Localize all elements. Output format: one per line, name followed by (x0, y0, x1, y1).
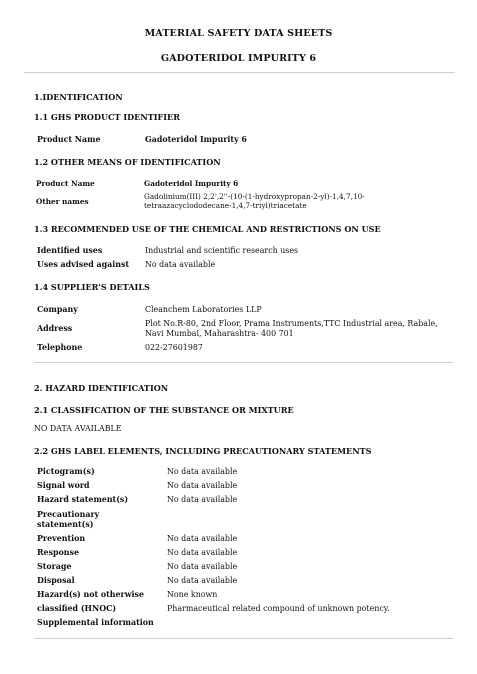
header-divider (24, 72, 455, 73)
company-label: Company (37, 305, 78, 314)
other-names-label: Other names (36, 197, 89, 206)
company-value: Cleanchem Laboratories LLP (145, 305, 262, 314)
precautionary-statements-label: Precautionary statement(s) (37, 510, 100, 529)
document-title: MATERIAL SAFETY DATA SHEETS (144, 28, 333, 39)
document-subtitle: GADOTERIDOL IMPURITY 6 (160, 53, 317, 64)
section-1-divider (34, 362, 453, 363)
telephone-label: Telephone (37, 343, 83, 352)
signal-word-label: Signal word (37, 481, 90, 490)
section-2-2-heading: 2.2 GHS LABEL ELEMENTS, INCLUDING PRECAUTIONARY STATEMENTS (34, 446, 372, 456)
hnoc-label-line1: Hazard(s) not otherwise (37, 590, 144, 599)
classification-text: NO DATA AVAILABLE (34, 424, 122, 433)
hnoc-value-line1: None known (167, 590, 218, 599)
response-value: No data available (167, 548, 238, 557)
hnoc-label-line2: classified (HNOC) (37, 604, 117, 613)
telephone-value: 022-27601987 (145, 343, 203, 352)
prevention-value: No data available (167, 534, 238, 543)
section-1-2-heading: 1.2 OTHER MEANS OF IDENTIFICATION (34, 157, 221, 167)
uses-advised-against-value: No data available (145, 260, 216, 269)
hazard-statements-value: No data available (167, 495, 238, 504)
supplemental-info-label: Supplemental information (37, 618, 154, 627)
disposal-label: Disposal (37, 576, 75, 585)
section-1-heading: 1.IDENTIFICATION (34, 92, 123, 102)
product-name-label: Product Name (37, 135, 101, 144)
address-label: Address (37, 324, 73, 333)
section-1-3-heading: 1.3 RECOMMENDED USE OF THE CHEMICAL AND RESTRICTIONS ON USE (34, 224, 381, 234)
section-1-1-heading: 1.1 GHS PRODUCT IDENTIFIER (34, 112, 180, 122)
prevention-label: Prevention (37, 534, 86, 543)
pictograms-label: Pictogram(s) (37, 467, 95, 476)
signal-word-value: No data available (167, 481, 238, 490)
hnoc-value-line2: Pharmaceutical related compound of unknown potency. (167, 604, 390, 613)
storage-label: Storage (37, 562, 72, 571)
identified-uses-value: Industrial and scientific research uses (145, 246, 299, 255)
section-2-divider (34, 638, 453, 639)
uses-advised-against-label: Uses advised against (37, 260, 130, 269)
storage-value: No data available (167, 562, 238, 571)
response-label: Response (37, 548, 79, 557)
section-1-4-heading: 1.4 SUPPLIER'S DETAILS (34, 282, 150, 292)
disposal-value: No data available (167, 576, 238, 585)
address-value: Plot No.R-80, 2nd Floor, Prama Instruments,TTC Industrial area, Rabale, Navi Mumbai, Maharashtra- 400 701 (145, 319, 438, 338)
other-product-name-value: Gadoteridol Impurity 6 (144, 179, 239, 188)
other-names-value: Gadolinium(III) 2,2',2''-(10-(1-hydroxypropan-2-yl)-1,4,7,10-tetraazacyclododecane-1,4,7-triyl)triacetate (144, 192, 365, 210)
section-2-heading: 2. HAZARD IDENTIFICATION (34, 383, 169, 393)
product-name-value: Gadoteridol Impurity 6 (145, 135, 247, 144)
identified-uses-label: Identified uses (37, 246, 103, 255)
other-product-name-label: Product Name (36, 179, 95, 188)
section-2-1-heading: 2.1 CLASSIFICATION OF THE SUBSTANCE OR MIXTURE (34, 405, 294, 415)
hazard-statements-label: Hazard statement(s) (37, 495, 129, 504)
pictograms-value: No data available (167, 467, 238, 476)
